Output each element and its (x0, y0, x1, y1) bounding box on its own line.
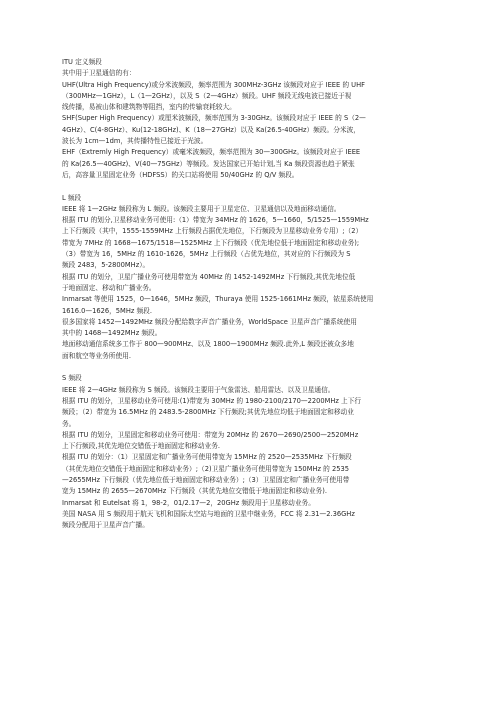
section-heading: L 频段 (62, 193, 82, 202)
text-line: 1616.0—1626，5MHz 频段. (62, 306, 152, 315)
text-line: （其优先地位交错低于地面固定和移动业务）;（2)卫星广播业务可使用带宽为 150MHz 的 2535 (62, 464, 349, 473)
text-line: 很多国家将 1452—1492MHz 频段分配给数字声音广播业务，WorldSpace 卫星声音广播系统使用 (62, 317, 357, 326)
text-line: 上下行频段（其中，1555-1559MHz 上行频段占据优先地位，下行频段为卫星移动业务专用）;（2） (62, 227, 363, 236)
text-line: SHF(Super High Frequency）或厘米波频段，频率范围为 3-30GHz。该频段对应于 IEEE 的 S（2— (62, 114, 366, 123)
text-line: 频段分配用于卫星声音广播。 (62, 521, 149, 530)
text-line: 根据 ITU 的划分，卫星广播业务可使用带宽为 40MHz 的 1452-1492MHz 下行频段,其优先地位低 (62, 272, 356, 281)
text-line: （300MHz—1GHz），L（1—2GHz），以及 S（2—4GHz）频段。UHF 频段无线电波已接近于视 (62, 91, 352, 100)
text-line: 美国 NASA 用 S 频段用于航天飞机和国际太空站与地面的卫星中继业务，FCC 将 2.31—2.36GHz (62, 509, 355, 518)
text-line: 根据 ITU 的划分,卫星移动业务可使用:（1）带宽为 34MHz 的 1626，5—1660，5/1525—1559MHz (62, 216, 369, 225)
paragraph-gap (62, 362, 434, 373)
text-line: EHF（Extremly High Frequency）或毫米波频段，频率范围为 30—300GHz。该频段对应于 IEEE (62, 148, 361, 157)
text-line: 根据 ITU 的划分，卫星移动业务可使用:(1)带宽为 30MHz 的 1980-2100/2170—2200MHz 上下行 (62, 396, 362, 405)
section-itu (62, 57, 434, 181)
text-line: 的 Ka(26.5—40GHz)、V(40—75GHz）等频段。发达国家已开始计划,当 Ka 频段资源也趋于紧张 (62, 159, 355, 168)
section-l-band (62, 193, 434, 362)
text-line: Inmarsat 和 Eutelsat 将 1，98-2，01/2.17—2，20GHz 频段用于卫星移动业务。 (62, 498, 315, 507)
text-line: 宽为 15MHz 的 2655—2670MHz 下行频段（其优先地位交错低于地面固定和移动业务). (62, 487, 327, 496)
text-line: 根据 ITU 的划分：（1）卫星固定和广播业务可使用带宽为 15MHz 的 2520—2535MHz 下行频段 (62, 453, 352, 462)
section-s-band (62, 373, 434, 531)
text-line: ITU 定义频段 (62, 58, 102, 66)
text-line: 频段 2483，5-2800MHz）。 (62, 261, 150, 270)
text-line: 4GHz）、C(4-8GHz）、Ku(12-18GHz)、K（18—27GHz）以及 Ka(26.5-40GHz）频段。分米波， (62, 125, 360, 134)
paragraph-gap (62, 181, 434, 192)
text-line: 面和航空等业务所使用. (62, 351, 131, 360)
text-line: 上下行频段,其优先地位交错低于地面固定和移动业务. (62, 442, 221, 451)
text-line: 地面移动通信系统多工作于 800—900MHz、以及 1800—1900MHz 频段.此外,L 频段还被众多地 (62, 340, 354, 349)
text-line: Inmarsat 等使用 1525，0—1646，5MHz 频段，Thuraya 使用 1525-1661MHz 频段，铱星系统使用 (62, 295, 374, 304)
text-line: IEEE 将 1—2GHz 频段称为 L 频段。该频段主要用于卫星定位、卫星通信以及地面移动通信。 (62, 204, 341, 213)
text-line: —2655MHz 下行频段（优先地位低于地面固定和移动业务）;（3）卫星固定和广播业务可使用带 (62, 475, 350, 484)
text-line: 根据 ITU 的划分，卫星固定和移动业务可使用：带宽为 20MHz 的 2670—2690/2500—2520MHz (62, 430, 359, 439)
text-line: 于地面固定、移动和广播业务。 (62, 283, 156, 292)
text-line: 频段；（2）带宽为 16.5MHz 的 2483.5-2800MHz 下行频段;其优先地位均低于地面固定和移动业 (62, 408, 354, 417)
document-page (62, 57, 434, 531)
text-line: IEEE 将 2—4GHz 频段称为 S 频段。该频段主要用于气象雷达、船用雷达、以及卫星通信。 (62, 385, 335, 394)
text-line: 线传播，易被山体和建筑物等阻挡，室内的传输衰耗较大。 (62, 103, 236, 112)
text-line: 后，高容量卫星固定业务（HDFSS）的关口站将使用 50/40GHz 的 Q/V 频段。 (62, 170, 299, 179)
text-line: 务。 (62, 419, 76, 428)
text-line: 其中的 1468—1492MHz 频段。 (62, 329, 162, 338)
text-line: 带宽为 7MHz 的 1668—1675/1518—1525MHz 上下行频段（优先地位低于地面固定和移动业务); (62, 238, 360, 247)
text-line: （3）带宽为 16，5MHz 的 1610-1626，5MHz 上行频段（占优先地位，其对应的下行频段为 S (62, 250, 351, 259)
text-line: 波长为 1cm—1dm，其传播特性已接近于光波。 (62, 137, 208, 146)
text-line: UHF(Ultra High Frequency)或分米波频段，频率范围为 300MHz-3GHz 该频段对应于 IEEE 的 UHF (62, 80, 365, 89)
section-heading: S 频段 (62, 374, 82, 383)
text-line: 其中用于卫星通信的有： (62, 69, 136, 78)
